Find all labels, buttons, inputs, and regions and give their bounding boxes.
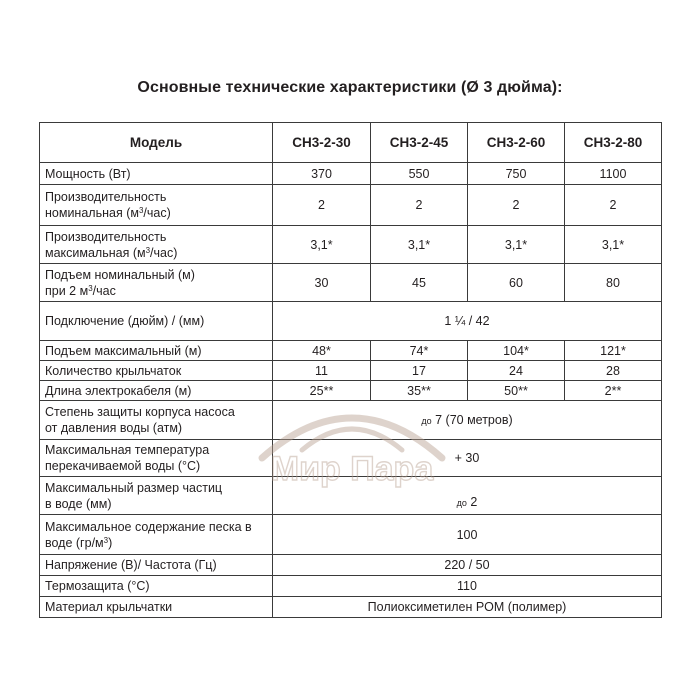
cell-value: 370: [273, 163, 371, 185]
header-model-4: СН3-2-80: [565, 123, 662, 163]
row-label: [40, 477, 273, 515]
row-label: Количество крыльчаток: [40, 361, 273, 381]
cell-value: 121*: [565, 341, 662, 361]
cell-value: 74*: [371, 341, 468, 361]
superscript: 3: [103, 535, 109, 545]
cell-value: 3,1*: [273, 226, 371, 264]
value-text: 7 (70 метров): [435, 412, 513, 427]
cell-value: 3,1*: [371, 226, 468, 264]
row-label-line1: Производительность: [45, 229, 167, 244]
cell-value: 220 / 50: [273, 555, 662, 576]
specifications-table: [39, 122, 662, 618]
row-label-line1: Производительность: [45, 190, 167, 204]
watermark-text: Мир Пара: [270, 450, 434, 488]
row-label-line2-end: /час): [143, 206, 171, 220]
table-row-protection: [40, 401, 662, 440]
cell-value: [273, 401, 662, 440]
cell-value: 48*: [273, 341, 371, 361]
row-label-line2: воде (гр/м: [45, 535, 104, 550]
row-label-line1: Степень защиты корпуса насоса: [45, 405, 235, 419]
value-prefix: до: [456, 498, 467, 508]
page-title: Основные технические характеристики (Ø 3 дюйма):: [137, 79, 563, 96]
row-label: [40, 226, 273, 264]
row-label: [40, 264, 273, 302]
superscript: 3: [88, 283, 93, 293]
cell-value: 104*: [468, 341, 565, 361]
cell-value: 2: [371, 185, 468, 226]
table-header-row: [40, 123, 662, 163]
row-label: Подъем максимальный (м): [40, 341, 273, 361]
cell-value: [273, 440, 662, 477]
table-row-thermal: [40, 576, 662, 597]
superscript: 3: [138, 206, 144, 215]
cell-value: 25**: [273, 381, 371, 401]
header-model-2: СН3-2-45: [371, 123, 468, 163]
table-row-particles: [40, 477, 662, 515]
cell-value: 17: [371, 361, 468, 381]
row-label: Материал крыльчатки: [40, 597, 273, 618]
cell-value: 3,1*: [565, 226, 662, 264]
cell-value: 100: [273, 515, 662, 555]
row-label: Напряжение (В)/ Частота (Гц): [40, 555, 273, 576]
cell-value: 35**: [371, 381, 468, 401]
cell-value: 750: [468, 163, 565, 185]
cell-value: 2: [468, 185, 565, 226]
table-row-impeller-material: [40, 597, 662, 618]
cell-value: 2: [273, 185, 371, 226]
row-label-line2: максимальная (м: [45, 245, 146, 260]
superscript: 3: [145, 245, 151, 255]
table-row-power: [40, 163, 662, 185]
table-row-voltage: [40, 555, 662, 576]
row-label: [40, 515, 273, 555]
row-label-line2: перекачиваемой воды (°С): [45, 459, 201, 473]
cell-value: 60: [468, 264, 565, 302]
header-model-label: Модель: [40, 123, 273, 163]
row-label: [40, 440, 273, 477]
value-text: 2: [470, 495, 478, 509]
row-label: Термозащита (°С): [40, 576, 273, 597]
table-row-connection: [40, 302, 662, 341]
cell-value: Полиоксиметилен POM (полимер): [273, 597, 662, 618]
row-label-line2: в воде (мм): [45, 496, 112, 511]
row-label-line1: Подъем номинальный (м): [45, 267, 195, 282]
cell-value: [273, 477, 662, 515]
cell-value: 110: [273, 576, 662, 597]
cell-value: 24: [468, 361, 565, 381]
cell-value: 45: [371, 264, 468, 302]
cell-value: 80: [565, 264, 662, 302]
table-row-impellers: [40, 361, 662, 381]
row-label-line2: от давления воды (атм): [45, 421, 183, 435]
row-label: Длина электрокабеля (м): [40, 381, 273, 401]
row-label: [40, 185, 273, 226]
cell-value: 1100: [565, 163, 662, 185]
row-label-line2-end: /час): [150, 245, 178, 260]
row-label: Мощность (Вт): [40, 163, 273, 185]
table-row-head-max: [40, 341, 662, 361]
row-label-line2: при 2 м: [45, 283, 89, 298]
row-label-line1: Максимальный размер частиц: [45, 480, 223, 495]
table-row-perf-max: [40, 226, 662, 264]
table-row-perf-nominal: [40, 185, 662, 226]
cell-value: 50**: [468, 381, 565, 401]
header-model-1: СН3-2-30: [273, 123, 371, 163]
table-row-cable: [40, 381, 662, 401]
row-label-line1: Максимальное содержание песка в: [45, 519, 252, 534]
cell-value: 11: [273, 361, 371, 381]
row-label-line2-end: /час: [92, 283, 116, 298]
table-row-sand: [40, 515, 662, 555]
row-label: Подключение (дюйм) / (мм): [40, 302, 273, 341]
row-label: [40, 401, 273, 440]
header-model-3: СН3-2-60: [468, 123, 565, 163]
table-row-head-nominal: [40, 264, 662, 302]
cell-value: 1 ¼ / 42: [273, 302, 662, 341]
cell-value: 2: [565, 185, 662, 226]
row-label-line2-end: ): [108, 535, 113, 550]
cell-value: 28: [565, 361, 662, 381]
cell-value: 550: [371, 163, 468, 185]
value-prefix: до: [421, 415, 432, 426]
value-text: + 30: [454, 451, 480, 465]
table-row-temperature: [40, 440, 662, 477]
cell-value: 3,1*: [468, 226, 565, 264]
row-label-line1: Максимальная температура: [45, 443, 210, 457]
row-label-line2: номинальная (м: [45, 206, 139, 220]
cell-value: 2**: [565, 381, 662, 401]
cell-value: 30: [273, 264, 371, 302]
